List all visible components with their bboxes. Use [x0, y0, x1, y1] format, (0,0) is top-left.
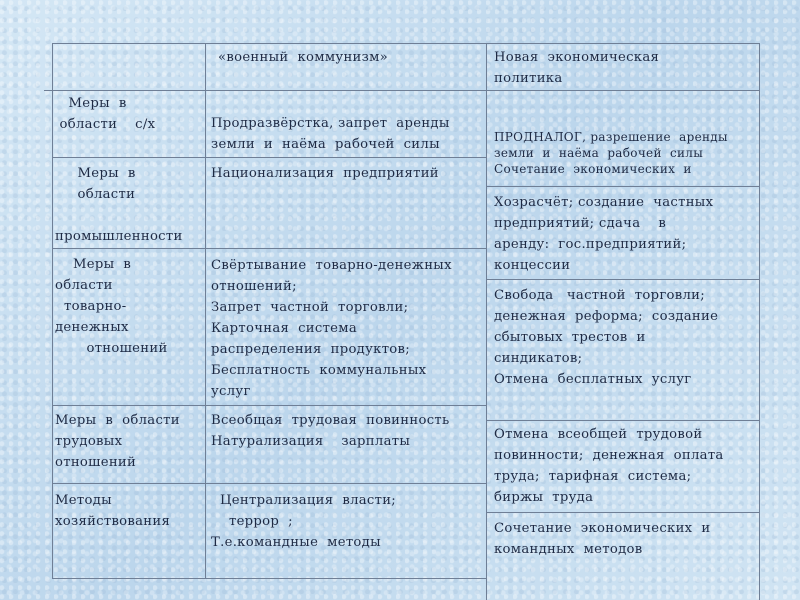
column-divider-2	[486, 43, 487, 600]
row-divider-4	[52, 405, 486, 406]
header-nep: Новая экономическая политика	[494, 50, 660, 86]
header-war-communism: «военный коммунизм»	[218, 50, 389, 65]
row-divider-2	[52, 157, 486, 158]
table-border-top	[52, 43, 760, 44]
row-labor-war: Всеобщая трудовая повинность Натурализация зарплаты	[211, 413, 450, 449]
row-labor-category: Меры в области трудовых отношений	[55, 413, 180, 470]
table-border-right	[759, 43, 760, 600]
nep-divider-1	[486, 186, 760, 187]
row-management-war: Централизация власти; террор ; Т.е.командные методы	[211, 493, 397, 550]
nep-divider-3	[486, 420, 760, 421]
row-divider-5	[52, 483, 486, 484]
table-border-left	[52, 43, 53, 578]
row-agriculture-category: Меры в области с/х	[59, 96, 156, 132]
row-management-nep: Сочетание экономических и командных методов	[494, 521, 711, 557]
row-industry-war: Национализация предприятий	[211, 166, 439, 181]
nep-divider-2	[486, 279, 760, 280]
row-agriculture-war: Продразвёрстка, запрет аренды земли и наёма рабочей силы	[211, 116, 450, 152]
row-commodity-money-category: Меры в области товарно- денежных отношений	[55, 257, 168, 356]
row-management-category: Методы хозяйствования	[55, 493, 171, 529]
row-commodity-money-nep: Свобода частной торговли; денежная реформа; создание сбытовых трестов и синдикатов; Отмена бесплатных услуг	[494, 288, 719, 387]
table-border-bottom	[52, 578, 486, 579]
row-industry-category: Меры в области промышленности	[55, 166, 183, 244]
row-divider-1	[44, 90, 760, 91]
row-agriculture-nep: ПРОДНАЛОГ, разрешение аренды земли и наёма рабочей силы Сочетание экономических и	[494, 130, 728, 176]
row-commodity-money-war: Свёртывание товарно-денежных отношений; Запрет частной торговли; Карточная система распределения продуктов; Бесплатность коммунальных услуг	[211, 258, 452, 399]
nep-divider-4	[486, 512, 760, 513]
column-divider-1	[205, 43, 206, 578]
row-industry-nep: Хозрасчёт; создание частных предприятий; сдача в аренду: гос.предприятий; концессии	[494, 195, 714, 273]
row-divider-3	[52, 248, 486, 249]
row-labor-nep: Отмена всеобщей трудовой повинности; денежная оплата труда; тарифная система; биржы труда	[494, 427, 724, 505]
